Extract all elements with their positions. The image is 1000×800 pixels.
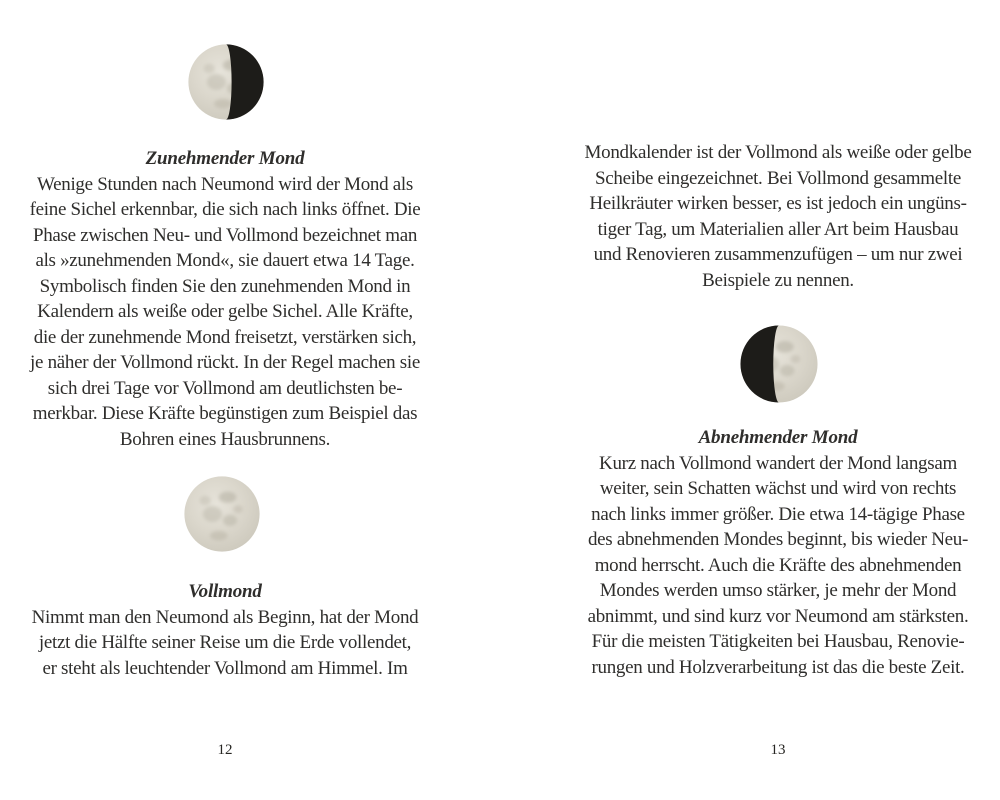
- text-line: rungen und Holzverarbeitung ist das die beste Zeit.: [591, 656, 965, 678]
- text-line: Nimmt man den Neumond als Beginn, hat der Mond: [31, 606, 419, 628]
- text-line: merkbar. Diese Kräfte begünstigen zum Beispiel das: [32, 403, 418, 424]
- text-line: Wenige Stunden nach Neumond wird der Mond als: [37, 173, 413, 195]
- text-line: Beispiele zu nennen.: [702, 269, 854, 291]
- text-line: tiger Tag, um Materialien aller Art beim Hausbau: [597, 218, 959, 240]
- text-line: die der zunehmende Mond freisetzt, verstärken sich,: [33, 326, 417, 348]
- waning-moon-icon: [738, 323, 820, 405]
- page-number-right: 13: [770, 742, 786, 758]
- section-body-vollmond: [0, 605, 450, 682]
- page-right: [534, 0, 1000, 800]
- text-line: Symbolisch finden Sie den zunehmenden Mond in: [39, 275, 411, 297]
- text-line: er steht als leuchtender Vollmond am Himmel. Im: [42, 657, 408, 679]
- text-line: des abnehmenden Mondes beginnt, bis wieder Neu-: [587, 529, 969, 550]
- text-line: als »zunehmenden Mond«, sie dauert etwa 14 Tage.: [35, 250, 415, 271]
- text-line: Bohren eines Hausbrunnens.: [119, 428, 331, 450]
- vollmond-continuation-text: [556, 140, 1000, 293]
- section-heading-zunehmender-mond: Zunehmender Mond: [145, 148, 305, 169]
- section-body-abnehmender-mond: [556, 451, 1000, 681]
- section-heading-vollmond: Vollmond: [188, 581, 262, 602]
- text-line: Kalendern als weiße oder gelbe Sichel. Alle Kräfte,: [37, 301, 413, 322]
- section-heading-abnehmender-mond: Abnehmender Mond: [698, 427, 858, 448]
- text-line: jetzt die Hälfte seiner Reise um die Erde vollendet,: [38, 632, 412, 653]
- section-body-zunehmender-mond: [0, 172, 450, 453]
- section-zunehmender-mond: [0, 146, 450, 452]
- text-line: und Renovieren zusammenzufügen – um nur zwei: [593, 244, 963, 265]
- text-line: nach links immer größer. Die etwa 14-tägige Phase: [591, 503, 965, 525]
- text-line: Für die meisten Tätigkeiten bei Hausbau, Renovie-: [591, 631, 965, 652]
- continuation-body: [556, 140, 1000, 293]
- text-line: Heilkräuter wirken besser, es ist jedoch ein ungüns-: [589, 193, 967, 214]
- full-moon-icon: [182, 474, 262, 554]
- page-number-left: 12: [217, 742, 233, 758]
- text-line: Mondkalender ist der Vollmond als weiße oder gelbe: [584, 142, 972, 163]
- text-line: mond herrscht. Auch die Kräfte des abnehmenden: [594, 554, 962, 576]
- text-line: Phase zwischen Neu- und Vollmond bezeichnet man: [32, 224, 418, 246]
- text-line: abnimmt, und sind kurz vor Neumond am stärksten.: [587, 605, 969, 627]
- page-left: [0, 0, 466, 800]
- text-line: sich drei Tage vor Vollmond am deutlichsten be-: [47, 377, 403, 399]
- text-line: weiter, sein Schatten wächst und wird von rechts: [599, 478, 957, 499]
- section-abnehmender-mond: [556, 425, 1000, 680]
- text-line: Scheibe eingezeichnet. Bei Vollmond gesammelte: [595, 167, 961, 189]
- waxing-moon-icon: [186, 42, 266, 122]
- text-line: Mondes werden umso stärker, je mehr der Mond: [599, 580, 957, 601]
- text-line: feine Sichel erkennbar, die sich nach links öffnet. Die: [29, 199, 421, 220]
- text-line: je näher der Vollmond rückt. In der Regel machen sie: [30, 352, 420, 373]
- section-vollmond: [0, 579, 450, 681]
- text-line: Kurz nach Vollmond wandert der Mond langsam: [599, 452, 957, 474]
